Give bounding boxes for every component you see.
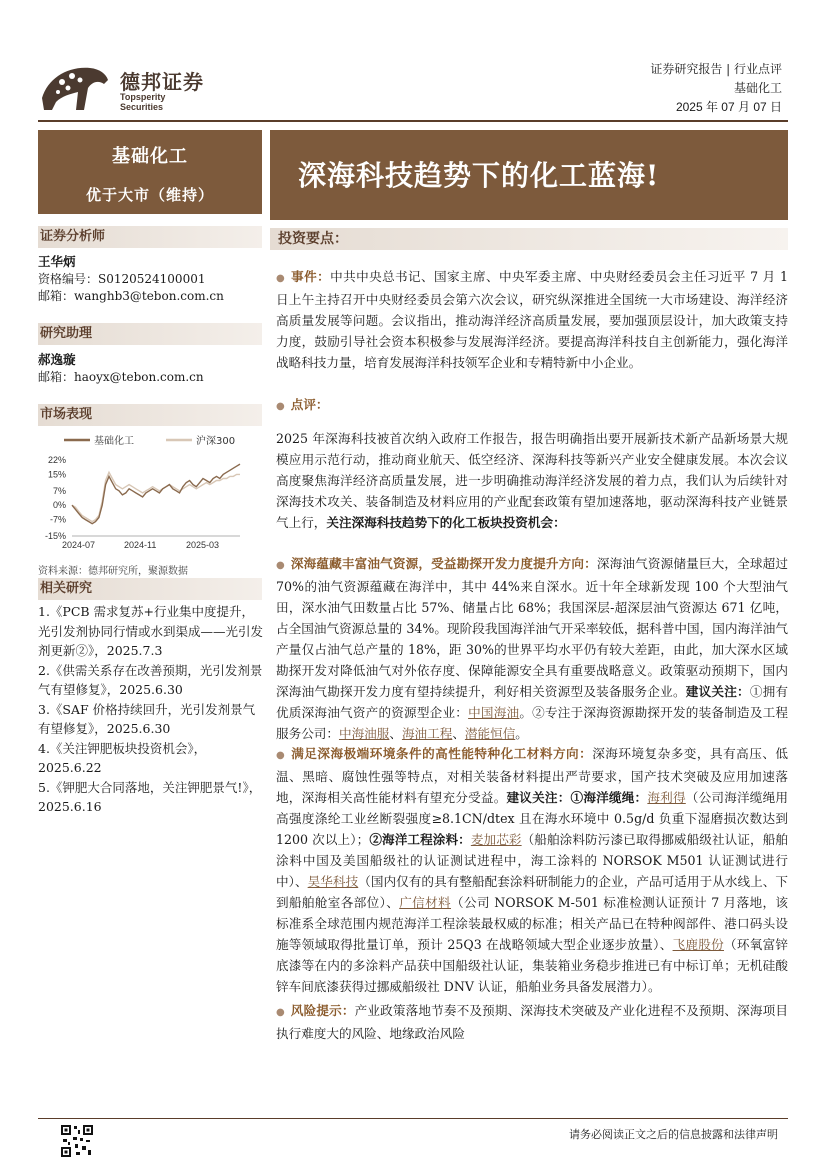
y-tick-label: 0% xyxy=(52,500,66,511)
brand-name-cn: 德邦证券 xyxy=(120,70,204,94)
footer-divider xyxy=(38,1118,788,1119)
market-performance-chart xyxy=(34,428,264,558)
report-type: 证券研究报告 | 行业点评 xyxy=(650,62,782,76)
analyst-header: 证券分析师 xyxy=(38,226,262,248)
comment-bold: 关注深海科技趋势下的化工板块投资机会： xyxy=(326,515,566,530)
legend-label: 沪深300 xyxy=(196,436,236,447)
comment-paragraph xyxy=(276,428,788,533)
series-line xyxy=(72,472,240,521)
company-link[interactable]: 麦加芯彩 xyxy=(470,832,522,847)
header-divider xyxy=(38,120,788,122)
comment-text: 2025 年深海科技被首次纳入政府工作报告，报告明确指出要开展新技术新产品新场景大规模应用示范行动，推动商业航天、低空经济、深海科技等新兴产业安全健康发展。本次会议高度聚焦海洋经济高质量发展，进一步明确推动海洋经济发展的着力点，我们认为后续针对深海技术攻关、装备制造及材料应用的产业配套政策有望加速落地，驱动深海科技产业链景气上行， xyxy=(276,431,788,530)
series-line xyxy=(72,464,240,524)
materials-text: 深海环境复杂多变，具有高压、低温、黑暗、腐蚀性强等特点，对相关装备材料提出严苛要求，国产技术突破及应用加速落地，深海相关高性能材料有望充分受益。 xyxy=(276,746,788,805)
company-link[interactable]: 中海油服 xyxy=(338,726,390,741)
company-logo xyxy=(38,58,208,116)
report-meta xyxy=(650,60,782,117)
report-title: 深海科技趋势下的化工蓝海! xyxy=(298,159,660,192)
sector-name: 基础化工 xyxy=(112,146,188,167)
bullet-icon: ● xyxy=(276,273,286,284)
oil-gas-text2: ①拥有优质深海油气资产的资源型企业： xyxy=(276,684,789,720)
company-link[interactable]: 飞鹿股份 xyxy=(672,937,724,952)
market-header: 市场表现 xyxy=(38,404,262,426)
x-tick-label: 2024-07 xyxy=(62,540,96,550)
related-header: 相关研究 xyxy=(38,578,262,600)
materials-t4: （公司 NORSOK M-501 标准检测认证预计 7 月落地，该标准系全球范围内规范海洋工程涂装最权威的标准；相关产品已在特种阀部件、港口码头设施等领域取得批量订单，预计 25Q3 在战略领域大型企业逐步放量）、 xyxy=(276,895,789,952)
y-tick-label: 7% xyxy=(52,485,66,496)
related-list xyxy=(38,602,264,817)
company-link[interactable]: 海油工程 xyxy=(401,726,453,741)
bullet-icon: ● xyxy=(276,560,285,571)
company-link[interactable]: 广信材料 xyxy=(399,895,451,910)
title-banner xyxy=(270,130,788,220)
report-sector: 基础化工 xyxy=(733,81,782,95)
brand-name-en: Topsperity Securities xyxy=(120,92,166,112)
company-link[interactable]: 潜能恒信 xyxy=(464,726,516,741)
legend-label: 基础化工 xyxy=(94,436,134,447)
materials-t5: （环氧富锌底漆等在内的多涂料产品获中国船级社认证，集装箱业务稳步推进已有中标订单；无机硅酸锌车间底漆获得过挪威船级社 DNV 认证，船舶业务具备发展潜力）。 xyxy=(276,937,789,994)
comment-label: 点评： xyxy=(290,397,329,412)
materials-suggest: 建议关注：①海洋缆绳： xyxy=(506,790,648,805)
x-tick-label: 2025-03 xyxy=(186,540,220,550)
separator: 、 xyxy=(389,726,402,741)
related-item[interactable]: 2.《供需关系存在改善预期，光引发剂景气有望修复》，2025.6.30 xyxy=(38,662,263,697)
related-item[interactable]: 1.《PCB 需求复苏+行业集中度提升，光引发剂协同行情或水到渠成——光引发剂更新②》，2025.7.3 xyxy=(38,604,264,658)
related-item[interactable]: 5.《钾肥大合同落地，关注钾肥景气!》，2025.6.16 xyxy=(38,779,262,814)
y-tick-label: 15% xyxy=(47,469,66,480)
oil-gas-label: 深海蕴藏丰富油气资源，受益勘探开发力度提升方向： xyxy=(290,556,597,571)
bullet-icon: ● xyxy=(276,750,286,761)
analyst-email[interactable]: 邮箱：wanghb3@tebon.com.cn xyxy=(38,289,224,303)
comment-label-row xyxy=(276,394,788,417)
risk-label: 风险提示： xyxy=(290,1003,355,1018)
oil-gas-text3: 。②专注于深海资源勘探开发的装备制造及工程服务公司： xyxy=(276,705,789,741)
oil-gas-paragraph xyxy=(276,553,788,744)
leopard-logo-icon xyxy=(38,58,110,114)
materials-label: 满足深海极端环境条件的高性能特种化工材料方向： xyxy=(291,746,593,761)
oil-gas-text: 深海油气资源储量巨大，全球超过 70%的油气资源蕴藏在海洋中，其中 44%来自深水。近十年全球新发现 100 个大型油气田，深水油气田数量占比 57%、储量占比 68%；我国深层-超深层油气资源达 671 亿吨，占全国油气资源总量的 34%。现阶段我国海洋油气开采率较低，据科普中国，国内海洋油气产量仅占油气总产量的 18%，距 30%的世界平均水平仍有较大差距，由此，加大深水区域勘探开发对降低油气对外依存度、保障能源安全具有重要战略意义。政策驱动预期下，国内深海油气勘探开发力度有望持续提升，利好相关资源型及装备服务企业。 xyxy=(276,556,789,699)
bullet-icon: ● xyxy=(276,401,285,412)
investment-header: 投资要点： xyxy=(270,228,788,250)
sector-rating-box xyxy=(38,130,262,214)
y-tick-label: -7% xyxy=(49,514,66,525)
analyst-name: 王华炳 xyxy=(38,254,76,269)
materials-t2: （船舶涂料防污漆已取得挪威船级社认证，船舶涂料中国及美国船级社的认证测试进程中，海工涂料的 NORSOK M501 认证测试进行中）、 xyxy=(276,832,789,889)
y-tick-label: -15% xyxy=(44,531,66,541)
sector-rating: 优于大市（维持） xyxy=(85,186,214,204)
risk-paragraph xyxy=(276,1000,788,1044)
event-text: 中共中央总书记、国家主席、中央军委主席、中央财经委员会主任习近平 7 月 1 日上午主持召开中央财经委员会第六次会议，研究纵深推进全国统一大市场建设、海洋经济高质量发展等问题。会议指出，推动海洋经济高质量发展，要加强顶层设计，加大政策支持力度，鼓励引导社会资本积极参与发展海洋经济。要提高海洋科技自主创新能力，强化海洋战略科技力量，培育发展海洋科技领军企业和专精特新中小企业。 xyxy=(276,269,788,370)
event-paragraph xyxy=(276,266,788,373)
materials-t1: （公司海洋缆绳用高强度涤纶工业丝断裂强度≥8.1CN/dtex 且在海水环境中 0.5g/d 负重下湿磨损次数达到 1200 次以上）； xyxy=(276,790,789,847)
materials-t3: （国内仅有的具有整船配套涂料研制能力的企业，产品可适用于从水线上、下到船舶舱室各部位）、 xyxy=(276,874,789,910)
period: 。 xyxy=(515,726,528,741)
assistant-name: 郝逸璇 xyxy=(38,352,76,367)
materials-l2: ②海洋工程涂料： xyxy=(369,832,471,847)
analyst-cert: 资格编号：S0120524100001 xyxy=(38,272,206,286)
qr-code-icon[interactable] xyxy=(60,1124,94,1158)
bullet-icon: ● xyxy=(276,1007,285,1018)
x-tick-label: 2024-11 xyxy=(124,540,157,550)
assistant-header: 研究助理 xyxy=(38,323,262,345)
separator: 、 xyxy=(452,726,465,741)
company-link[interactable]: 海利得 xyxy=(647,790,686,805)
chart-source: 资料来源：德邦研究所，聚源数据 xyxy=(38,566,188,577)
related-item[interactable]: 4.《关注钾肥板块投资机会》，2025.6.22 xyxy=(38,740,207,775)
related-item[interactable]: 3.《SAF 价格持续回升，光引发剂景气有望修复》，2025.6.30 xyxy=(38,701,256,736)
event-label: 事件： xyxy=(291,269,331,284)
company-link[interactable]: 中国海油 xyxy=(468,705,520,720)
materials-paragraph xyxy=(276,743,788,997)
footer-disclaimer: 请务必阅读正文之后的信息披露和法律声明 xyxy=(569,1128,778,1141)
oil-gas-suggest: 建议关注： xyxy=(685,684,750,699)
y-tick-label: 22% xyxy=(47,455,66,465)
assistant-email[interactable]: 邮箱：haoyx@tebon.com.cn xyxy=(38,370,204,384)
risk-text: 产业政策落地节奏不及预期、深海技术突破及产业化进程不及预期、深海项目执行难度大的风险、地缘政治风险 xyxy=(276,1003,789,1041)
report-date: 2025 年 07 月 07 日 xyxy=(675,100,782,114)
company-link[interactable]: 昊华科技 xyxy=(307,874,359,889)
